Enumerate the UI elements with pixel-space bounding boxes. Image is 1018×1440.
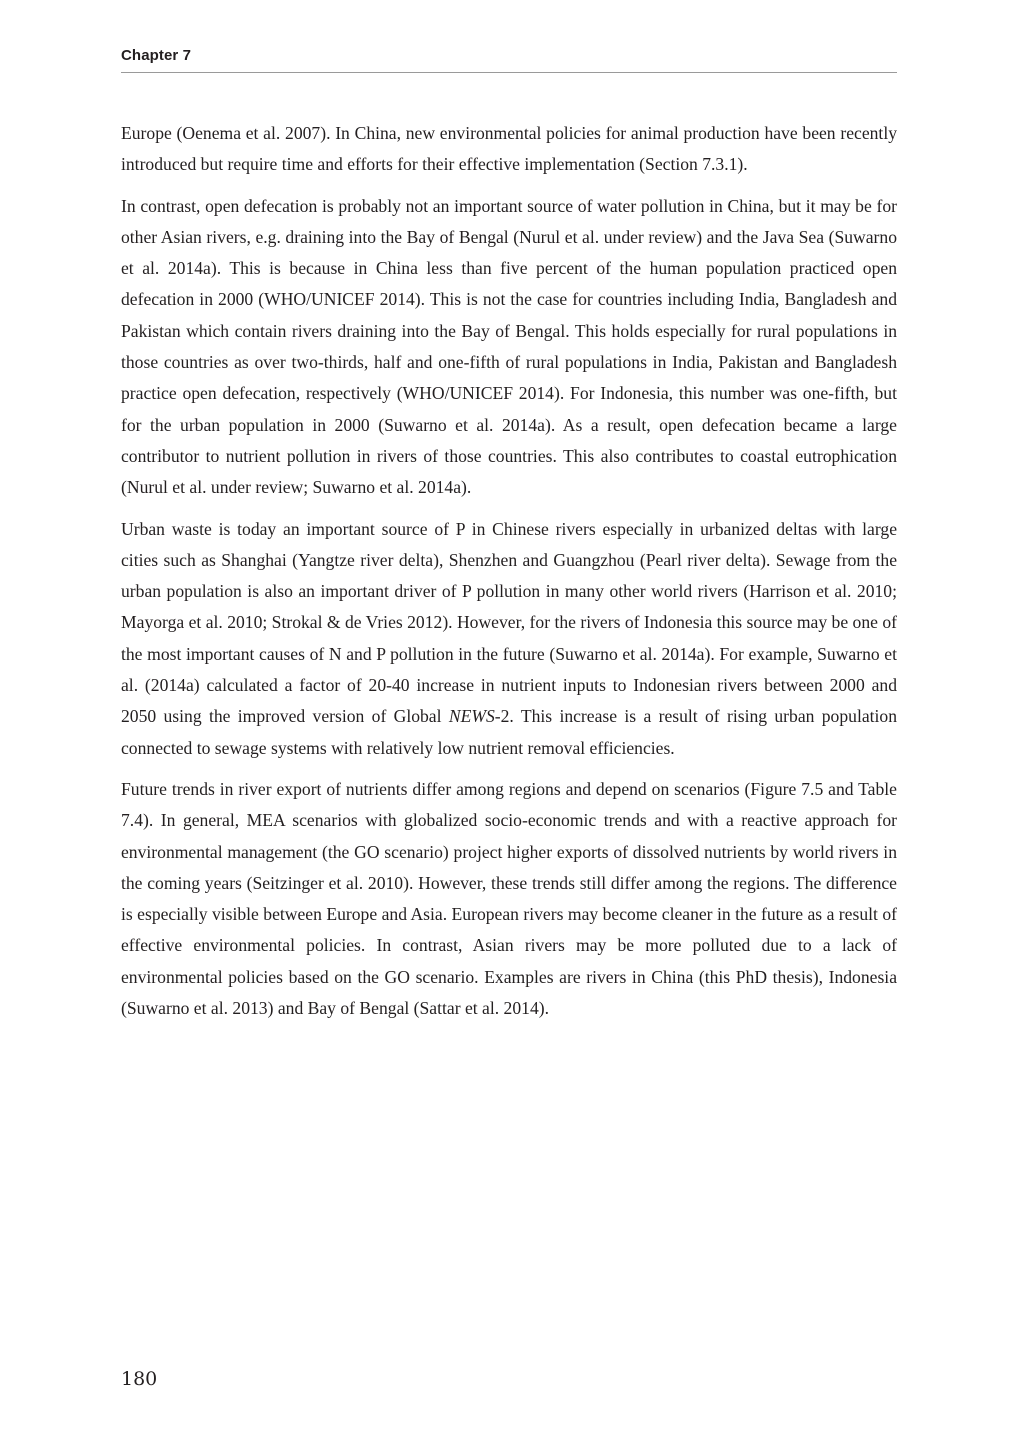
paragraph-3-text-before-italic: Urban waste is today an important source of P in Chinese rivers especially in urbanized deltas with large cities such as Shanghai (Yangtze river delta), Shenzhen and Guangzhou (Pearl river delta). Sewage from the urban population is also an important driver of P pollution in many other world rivers (Harrison et al. 2010; Mayorga et al. 2010; Strokal & de Vries 2012). However, for the rivers of Indonesia this source may be one of the most important causes of N and P pollution in the future (Suwarno et al. 2014a). For example, Suwarno et al. (2014a) calculated a factor of 20-40 increase in nutrient inputs to Indonesian rivers between 2000 and 2050 using the improved version of Global [121,518,897,727]
paragraph-2: In contrast, open defecation is probably not an important source of water pollution in China, but it may be for other Asian rivers, e.g. draining into the Bay of Bengal (Nurul et al. under review) and the Java Sea (Suwarno et al. 2014a). This is because in China less than five percent of the human population practiced open defecation in 2000 (WHO/UNICEF 2014). This is not the case for countries including India, Bangladesh and Pakistan which contain rivers draining into the Bay of Bengal. This holds especially for rural populations in those countries as over two-thirds, half and one-fifth of rural populations in India, Pakistan and Bangladesh practice open defecation, respectively (WHO/UNICEF 2014). For Indonesia, this number was one-fifth, but for the urban population in 2000 (Suwarno et al. 2014a). As a result, open defecation became a large contributor to nutrient pollution in rivers of those countries. This also contributes to coastal eutrophication (Nurul et al. under review; Suwarno et al. 2014a). [121,195,897,498]
running-header-chapter: Chapter 7 [121,47,192,64]
page-number: 180 [121,1368,158,1390]
paragraph-1: Europe (Oenema et al. 2007). In China, new environmental policies for animal production have been recently introduced but require time and efforts for their effective implementation (Section 7.3.1). [121,123,897,175]
paragraph-3-text-after-italic: -2. This increase is a result of rising urban population connected to sewage systems with relatively low nutrient removal efficiencies. [121,706,898,758]
header-divider [121,72,897,73]
paragraph-4: Future trends in river export of nutrients differ among regions and depend on scenarios (Figure 7.5 and Table 7.4). In general, MEA scenarios with globalized socio-economic trends and with a reactive approach for environmental management (the GO scenario) project higher exports of dissolved nutrients by world rivers in the coming years (Seitzinger et al. 2010). However, these trends still differ among the regions. The difference is especially visible between Europe and Asia. European rivers may become cleaner in the future as a result of effective environmental policies. In contrast, Asian rivers may be more polluted due to a lack of environmental policies based on the GO scenario. Examples are rivers in China (this PhD thesis), Indonesia (Suwarno et al. 2013) and Bay of Bengal (Sattar et al. 2014). [121,778,897,1019]
paragraph-3 [121,514,897,764]
paragraph-3-italic-model-name: NEWS [448,706,495,727]
body-text [121,118,897,1034]
